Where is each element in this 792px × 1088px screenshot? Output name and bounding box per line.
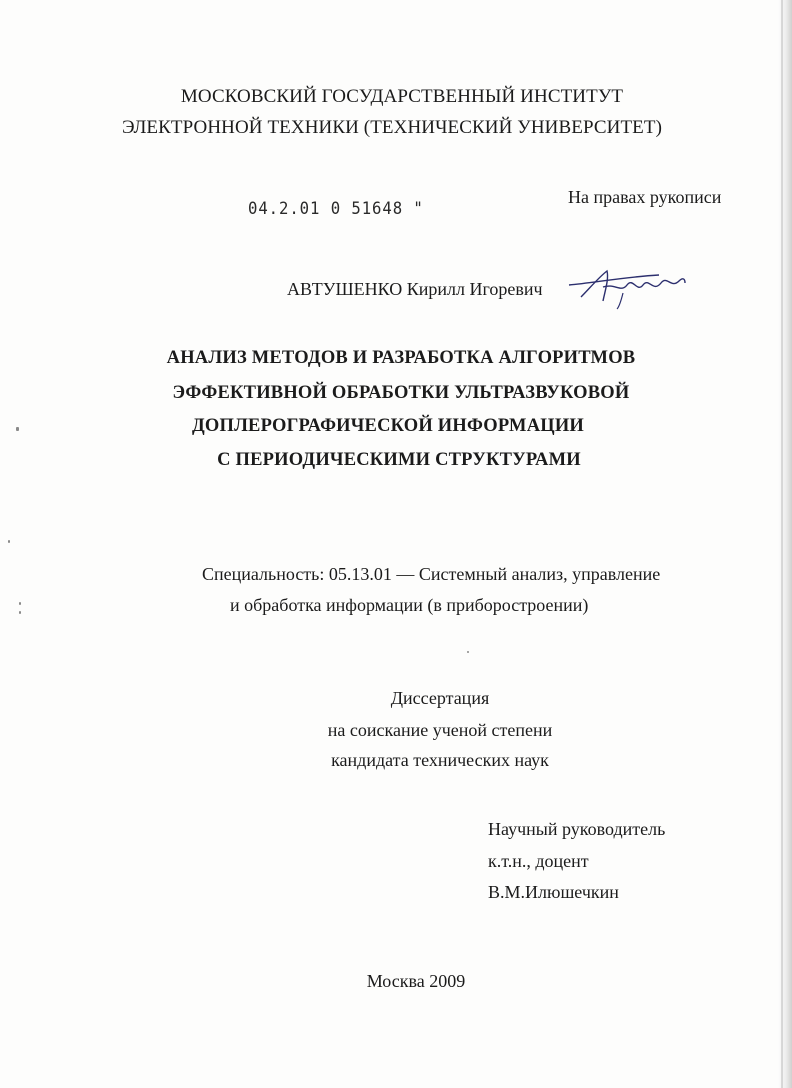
dissertation-title-line2: ЭФФЕКТИВНОЙ ОБРАБОТКИ УЛЬТРАЗВУКОВОЙ — [172, 383, 630, 403]
signature-stroke — [581, 271, 608, 301]
institute-name-line1: МОСКОВСКИЙ ГОСУДАРСТВЕННЫЙ ИНСТИТУТ — [180, 86, 624, 107]
registration-stamp: 04.2.01 0 51648 " — [248, 199, 424, 219]
dissertation-title-line4: С ПЕРИОДИЧЕСКИМИ СТРУКТУРАМИ — [217, 450, 581, 470]
dissertation-title-line1: АНАЛИЗ МЕТОДОВ И РАЗРАБОТКА АЛГОРИТМОВ — [166, 348, 636, 368]
scan-speck — [467, 651, 469, 653]
degree-field: кандидата технических наук — [331, 750, 549, 770]
supervisor-rank: к.т.н., доцент — [488, 851, 589, 871]
scan-fold-line — [781, 0, 783, 1088]
manuscript-rights-note: На правах рукописи — [568, 187, 722, 207]
scan-speck — [19, 611, 21, 614]
specialty-line1: Специальность: 05.13.01 — Системный анализ, управление — [202, 564, 661, 584]
scan-speck — [8, 540, 10, 543]
degree-purpose: на соискание ученой степени — [327, 720, 553, 740]
author-signature — [563, 263, 689, 311]
scan-speck — [19, 602, 21, 605]
author-name: АВТУШЕНКО Кирилл Игоревич — [287, 279, 543, 299]
supervisor-name: В.М.Илюшечкин — [488, 882, 619, 902]
dissertation-title-line3: ДОПЛЕРОГРАФИЧЕСКОЙ ИНФОРМАЦИИ — [191, 416, 585, 436]
signature-stroke — [617, 293, 623, 309]
signature-stroke — [603, 279, 685, 288]
institute-name-line2: ЭЛЕКТРОННОЙ ТЕХНИКИ (ТЕХНИЧЕСКИЙ УНИВЕРСИТЕТ) — [122, 117, 662, 138]
supervisor-label: Научный руководитель — [488, 819, 666, 839]
degree-type: Диссертация — [390, 688, 490, 708]
city-year: Москва 2009 — [366, 971, 466, 991]
specialty-line2: и обработка информации (в приборостроении) — [230, 595, 589, 615]
